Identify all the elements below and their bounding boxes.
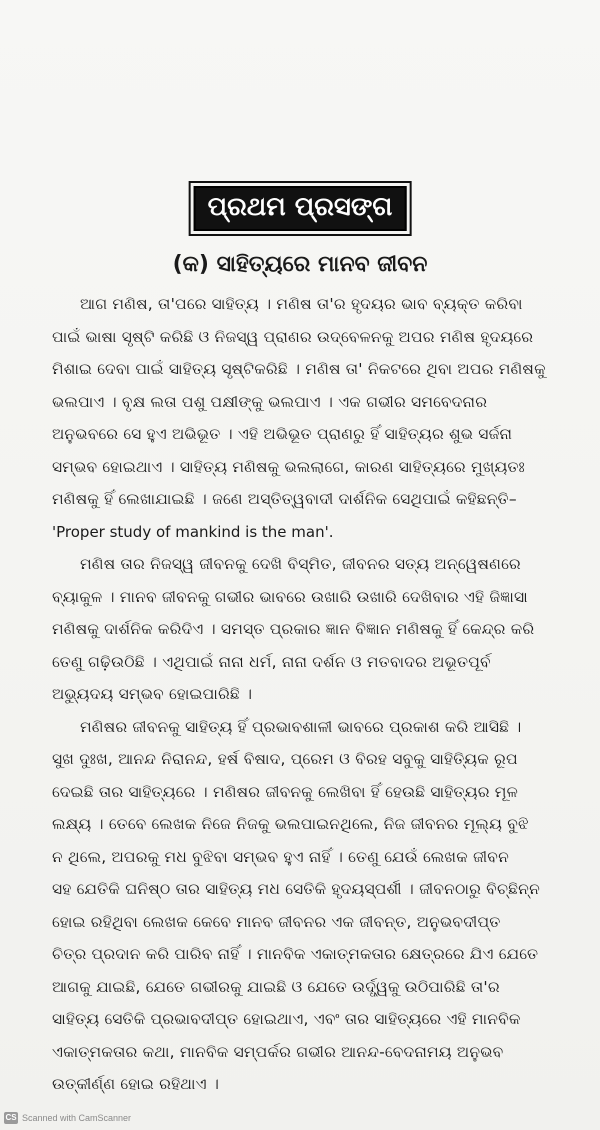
text-line: ସହ ଯେତିକି ଘନିଷ୍ଠ ତାର ସାହିତ୍ୟ ମଧ ସେତିକି ହୃଦୟସ୍ପର୍ଶୀ । ଜୀବନଠାରୁ ବିଚ୍ଛିନ୍ନ bbox=[52, 880, 540, 898]
text-line: ମଣିଷ ତାର ନିଜସ୍ୱ ଜୀବନକୁ ଦେଖି ବିସ୍ମିତ, ଜୀବନର ସତ୍ୟ ଅନ୍ୱେଷଣରେ bbox=[80, 555, 521, 573]
text-line: ଆଗକୁ ଯାଇଛି, ଯେତେ ଗଭୀରକୁ ଯାଇଛି ଓ ଯେତେ ଉର୍ଦ୍ଧ୍ୱକୁ ଉଠିପାରିଛି ତା'ର bbox=[52, 977, 500, 996]
text-line: ଚିତ୍ର ପ୍ରଦାନ କରି ପାରିବ ନାହିଁ । ମାନବିକ ଏକାତ୍ମକତାର କ୍ଷେତ୍ରରେ ଯିଏ ଯେତେ bbox=[52, 945, 539, 963]
text-line: ଦେଇଛି ତାର ସାହିତ୍ୟରେ । ମଣିଷର ଜୀବନକୁ ଲେଖିବା ହିଁ ହେଉଛି ସାହିତ୍ୟର ମୂଳ bbox=[52, 782, 518, 801]
text-line: ତେଣୁ ଗଢ଼ିଉଠିଛି । ଏଥିପାଇଁ ନାନା ଧର୍ମ, ନାନା ଦର୍ଶନ ଓ ମତବାଦର ଅଭୂତପୂର୍ବ bbox=[52, 652, 491, 671]
text-line: ମିଶାଇ ଦେବା ପାଇଁ ସାହିତ୍ୟ ସୃଷ୍ଟିକରିଛି । ମଣିଷ ତା' ନିକଟରେ ଥିବା ଅପର ମଣିଷକୁ bbox=[52, 360, 546, 378]
text-line: ଭଲପାଏ । ବୃକ୍ଷ ଲତା ପଶୁ ପକ୍ଷୀଙ୍କୁ ଭଲପାଏ । ଏକ ଗଭୀର ସମବେଦନାର bbox=[52, 392, 488, 411]
text-line: ଏକାତ୍ମକତାର କଥା, ମାନବିକ ସମ୍ପର୍କର ଗଭୀର ଆନନ୍ଦ-ବେଦନାମୟ ଅନୁଭବ bbox=[52, 1042, 504, 1061]
text-line: ମଣିଷର ଜୀବନକୁ ସାହିତ୍ୟ ହିଁ ପ୍ରଭାବଶାଳୀ ଭାବରେ ପ୍ରକାଶ କରି ଆସିଛି । bbox=[80, 717, 522, 736]
text-line: ପାଇଁ ଭାଷା ସୃଷ୍ଟି କରିଛି ଓ ନିଜସ୍ୱ ପ୍ରାଣର ଉଦ୍‌ବେଳନକୁ ଅପର ମଣିଷ ହୃଦୟରେ bbox=[52, 327, 534, 346]
paragraph-2 bbox=[52, 548, 572, 711]
text-line: ଅନୁଭବରେ ସେ ହୁଏ ଅଭିଭୂତ । ଏହି ଅଭିଭୂତ ପ୍ରାଣରୁ ହିଁ ସାହିତ୍ୟର ଶୁଭ ସର୍ଜନା bbox=[52, 425, 513, 443]
text-line: ଲକ୍ଷ୍ୟ । ତେବେ ଲେଖକ ନିଜେ ନିଜକୁ ଭଲପାଇନଥିଲେ, ନିଜ ଜୀବନର ମୂଲ୍ୟ ବୁଝି bbox=[52, 815, 529, 833]
paragraph-1 bbox=[52, 288, 572, 548]
text-line: ସାହିତ୍ୟ ସେତିକି ପ୍ରଭାବଦୀପ୍ତ ହୋଇଥାଏ, ଏବଂ ତାର ସାହିତ୍ୟରେ ଏହି ମାନବିକ bbox=[52, 1010, 521, 1028]
scanner-watermark bbox=[4, 1112, 131, 1124]
text-line: ବ୍ୟାକୁଳ । ମାନବ ଜୀବନକୁ ଗଭୀର ଭାବରେ ଉଖାରି ଉଖାରି ଦେଖିବାର ଏହି ଜିଜ୍ଞାସା bbox=[52, 587, 528, 606]
paragraph-3 bbox=[52, 711, 572, 1101]
text-line: ହୋଇ ରହିଥିବା ଲେଖକ କେବେ ମାନବ ଜୀବନର ଏକ ଜୀବନ୍ତ, ଅନୁଭବଦୀପ୍ତ bbox=[52, 912, 501, 931]
text-line: ଉତ୍କୀର୍ଣ୍ଣ ହୋଇ ରହିଥାଏ । bbox=[52, 1075, 220, 1093]
text-line: ସମ୍ଭବ ହୋଇଥାଏ । ସାହିତ୍ୟ ମଣିଷକୁ ଭଲଲାଗେ, କାରଣ ସାହିତ୍ୟରେ ମୁଖ୍ୟତଃ bbox=[52, 457, 525, 476]
text-line: ନ ଥିଲେ, ଅପରକୁ ମଧ ବୁଝିବା ସମ୍ଭବ ହୁଏ ନାହିଁ । ତେଣୁ ଯେଉଁ ଲେଖକ ଜୀବନ bbox=[52, 847, 509, 866]
body-text bbox=[52, 288, 572, 1101]
chapter-heading: ପ୍ରଥମ ପ୍ରସଙ୍ଗ bbox=[194, 186, 407, 231]
text-line: ମଣିଷକୁ ହିଁ ଲେଖାଯାଇଛି । ଜଣେ ଅସ୍ତିତ୍ୱବାଦୀ ଦାର୍ଶନିକ ସେଥିପାଇଁ କହିଛନ୍ତି– bbox=[52, 490, 517, 508]
text-line: ଅଭ୍ୟୁଦୟ ସମ୍ଭବ ହୋଇପାରିଛି । bbox=[52, 685, 253, 703]
text-line: ଆଗ ମଣିଷ, ତା'ପରେ ସାହିତ୍ୟ । ମଣିଷ ତା'ର ହୃଦୟର ଭାବ ବ୍ୟକ୍ତ କରିବା bbox=[80, 295, 523, 313]
section-title: (କ) ସାହିତ୍ୟରେ ମାନବ ଜୀବନ bbox=[172, 252, 428, 277]
text-line: ସୁଖ ଦୁଃଖ, ଆନନ୍ଦ ନିରାନନ୍ଦ, ହର୍ଷ ବିଷାଦ, ପ୍ରେମ ଓ ବିରହ ସବୁକୁ ସାହିତ୍ୟିକ ରୂପ bbox=[52, 750, 518, 768]
text-line: ମଣିଷକୁ ଦାର୍ଶନିକ କରିଦିଏ । ସମସ୍ତ ପ୍ରକାର ଜ୍ଞାନ ବିଜ୍ଞାନ ମଣିଷକୁ ହିଁ କେନ୍ଦ୍ର କରି bbox=[52, 620, 535, 638]
english-quote: 'Proper study of mankind is the man'. bbox=[52, 522, 334, 541]
watermark-label: Scanned with CamScanner bbox=[22, 1113, 132, 1123]
camscanner-logo-icon: CS bbox=[5, 1113, 17, 1122]
